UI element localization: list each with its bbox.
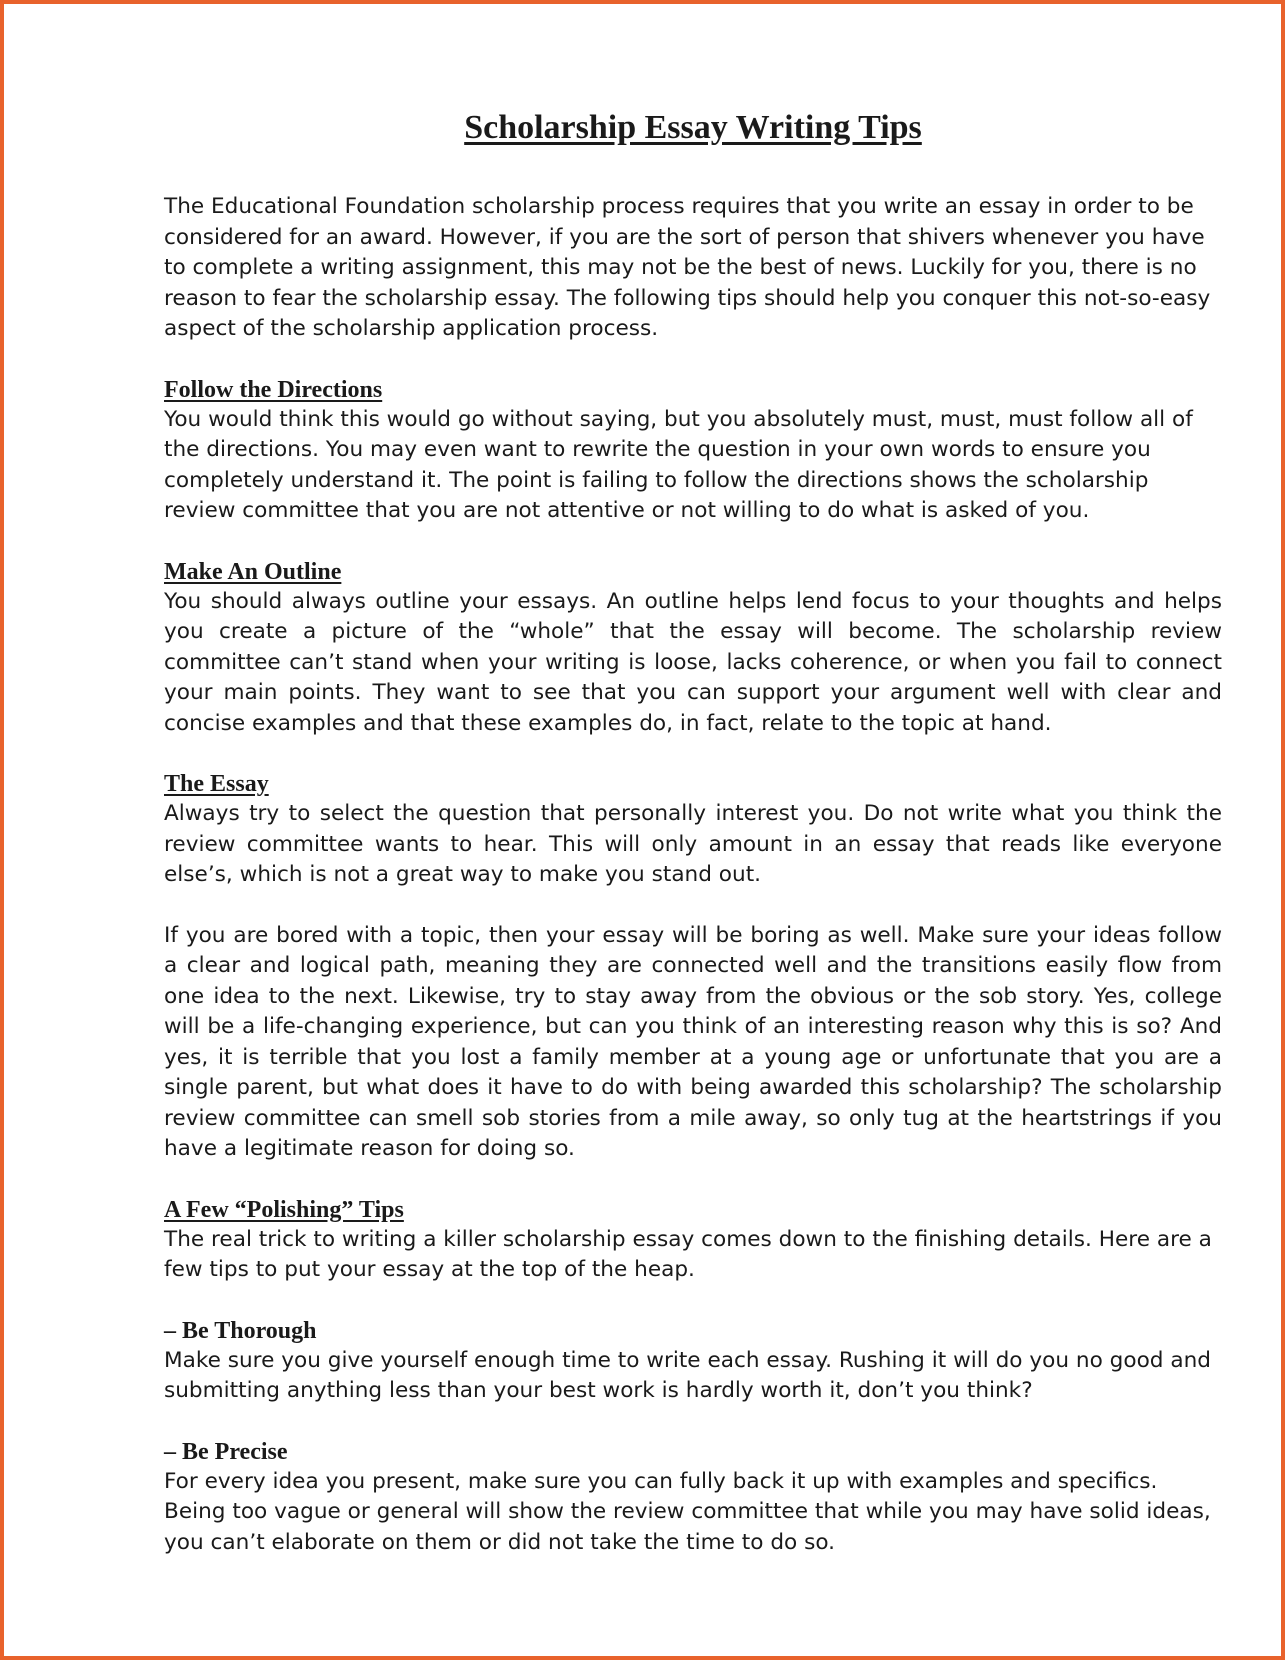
section-paragraph-essay-1: Always try to select the question that personally interest you. Do not write what you think the review committee wants to hear. This will only amount in an essay that reads like everyone else’s, which is not a great way to make you stand out. [164, 801, 1222, 887]
section-paragraph-essay-2: If you are bored with a topic, then your essay will be boring as well. Make sure your ideas follow a clear and logical path, meaning they are connected well and the transitions easily flow from one idea to the next. Likewise, try to stay away from the obvious or the sob story. Yes, college will be a life-changing experience, but can you think of an interesting reason why this is so? And yes, it is terrible that you lost a family member at a young age or unfortunate that you are a single parent, but what does it have to do with being awarded this scholarship? The scholarship review committee can smell sob stories from a mile away, so only tug at the heartstrings if you have a legitimate reason for doing so. [164, 922, 1222, 1161]
spacer [164, 891, 1222, 921]
section-heading-outline: Make An Outline [164, 558, 342, 585]
section-paragraph-outline: You should always outline your essays. An outline helps lend focus to your thoughts and helps you create a picture of the “whole” that the essay will become. The scholarship review committee can’t stand when your writing is loose, lacks coherence, or when you fail to connect your main points. They want to see that you can support your argument well with clear and concise examples and that these examples do, in fact, relate to the topic at hand. [164, 588, 1222, 736]
tip-text-thorough: Make sure you give yourself enough time to write each essay. Rushing it will do you no good and submitting anything less than your best work is hardly worth it, don’t you think? [164, 1347, 1212, 1403]
section-heading-polishing: A Few “Polishing” Tips [164, 1196, 404, 1223]
document-title: Scholarship Essay Writing Tips [464, 109, 922, 146]
tip-text-precise: For every idea you present, make sure you can fully back it up with examples and specifics. Being too vague or general will show the review committee that while you may have solid ideas, you can’t elaborate on them or did not take the time to do so. [164, 1468, 1211, 1555]
tip-heading-thorough: – Be Thorough [164, 1317, 317, 1344]
spacer [164, 345, 1222, 375]
section-heading-follow-directions: Follow the Directions [164, 376, 383, 403]
spacer [164, 1407, 1222, 1437]
spacer [164, 1286, 1222, 1316]
document-content [164, 108, 1222, 1558]
intro-paragraph: The Educational Foundation scholarship process requires that you write an essay in order to be considered for an award. However, if you are the sort of person that shivers whenever you have to complete a writing assignment, this may not be the best of news. Luckily for you, there is no reason to fear the scholarship essay. The following tips should help you conquer this not-so-easy aspect of the scholarship application process. [164, 194, 1211, 341]
section-heading-essay: The Essay [164, 771, 269, 797]
section-paragraph-follow-directions: You would think this would go without saying, but you absolutely must, must, must follow all of the directions. You may even want to rewrite the question in your own words to ensure you completely understand it. The point is failing to follow the directions shows the scholarship review committee that you are not attentive or not willing to do what is asked of you. [164, 406, 1193, 523]
spacer [164, 527, 1222, 557]
section-paragraph-polishing: The real trick to writing a killer scholarship essay comes down to the finishing details. Here are a few tips to put your essay at the top of the heap. [164, 1226, 1212, 1282]
spacer [164, 1165, 1222, 1195]
spacer [164, 739, 1222, 769]
tip-heading-precise: – Be Precise [164, 1438, 288, 1465]
